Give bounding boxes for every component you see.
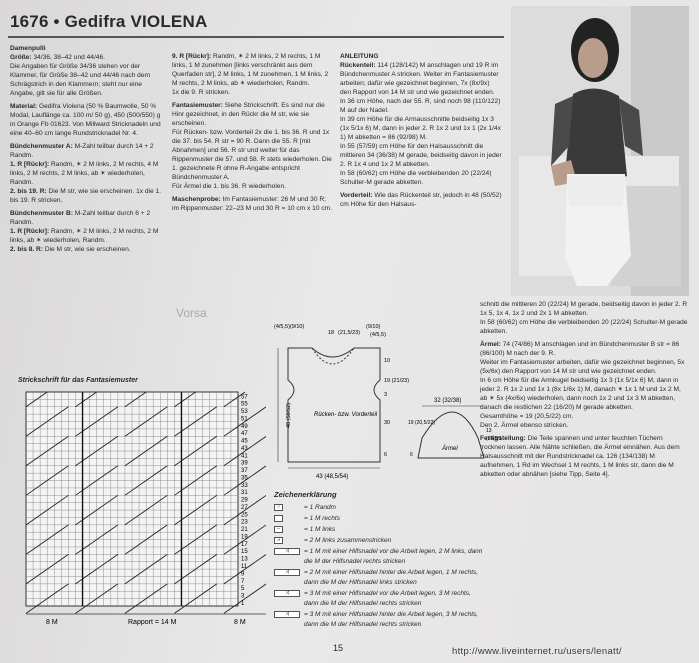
text-aermel-3: In 6 cm Höhe für die Armkugel beidseitig 1x 3 (1x 5/1x 6) M, dann in jeder 2. R 1x 2 und 1x 1 (8x 1/6x 1) M, danach ✶ 1x 1 M und 1x 2 M, ab ✶ 5x (4x/6x) wiederholen, dann noch 1x 2 und 1x 3 M abketten, danach die restlichen 22 (16/20) M gerade abketten. bbox=[480, 377, 681, 411]
chart-row-number: 39 bbox=[241, 460, 248, 467]
source-url: http://www.liveinternet.ru/users/lenatt/ bbox=[452, 646, 622, 657]
text-r9b: 1x die 9. R stricken. bbox=[172, 89, 230, 96]
legend-symbol: – bbox=[274, 526, 283, 533]
label-r9: 9. R [Rückr]: bbox=[172, 53, 212, 60]
chart-cable-mark bbox=[245, 407, 266, 422]
legend bbox=[274, 503, 484, 631]
text-rueckenteil: 114 (128/142) M anschlagen und 19 R im Bündchenmuster A stricken. Weiter im Fantasiemuster arbeiten; dafür wie gezeichnet beginnen, 7x (8x/9x) den Rapport von 14 M str und wie gezeichnet enden. bbox=[340, 62, 499, 96]
side-number-1: 10 bbox=[384, 358, 391, 364]
side-number-3: 3 bbox=[384, 392, 388, 398]
chart-cable-mark bbox=[245, 466, 266, 481]
text-r9: Randm, ✶ 2 M links, 2 M rechts, 1 M links, 1 M zunehmen [links verschränkt aus dem Querfaden str], 2 M links, 1 M zunehmen, 1 M links, 2 M rechts, 2 M links, ab ✶ wiederholen, Randm. bbox=[172, 53, 329, 87]
label-8m-left: 8 M bbox=[46, 619, 58, 626]
label-bmA-r1: 1. R [Rückr]: bbox=[10, 161, 50, 168]
legend-text: = 1 Randm bbox=[304, 504, 336, 511]
side-number-5: 6 bbox=[384, 452, 388, 458]
top-label-2: 18 bbox=[328, 330, 335, 336]
chart-row-number: 45 bbox=[241, 438, 248, 445]
body-outline bbox=[288, 348, 380, 462]
knitting-chart bbox=[16, 388, 266, 639]
side-number-2: 19 (21/23) bbox=[384, 378, 410, 384]
text-fantasiemuster-3: Für Ärmel die 1. bis 36. R wiederholen. bbox=[172, 183, 286, 190]
chart-row-number: 3 bbox=[241, 593, 245, 600]
sleeve-top-label: 32 (32/38) bbox=[434, 398, 462, 404]
label-material: Material: bbox=[10, 103, 38, 110]
text-rueckenteil-2: In 36 cm Höhe, nach der 55. R, sind noch 98 (110/122) M auf der Nadel. bbox=[340, 98, 501, 114]
chart-row-number: 31 bbox=[241, 490, 248, 497]
header-rule bbox=[8, 36, 504, 38]
chart-cable-mark bbox=[245, 584, 266, 599]
text-vorderteil: Wie das Rückenteil str, jedoch in 48 (50/52) cm Höhe für den Halsaus- bbox=[340, 192, 502, 208]
garment-schematic bbox=[272, 320, 502, 495]
legend-symbol: ⤨ bbox=[274, 590, 300, 597]
page-number: 15 bbox=[333, 643, 344, 653]
label-bmB-r1: 1. R [Rückr]: bbox=[10, 228, 50, 235]
label-bmB: Bündchenmuster B: bbox=[10, 210, 74, 217]
model-photo-graphic bbox=[511, 6, 689, 296]
text-bmB-r1: Randm, ✶ 2 M links, 2 M rechts, 2 M links, ab ✶ wiederholen, Randm. bbox=[10, 228, 159, 244]
chart-row-number: 41 bbox=[241, 453, 248, 460]
top-label-1: (4/5,5)(9/10) bbox=[274, 324, 305, 330]
chart-cable-mark bbox=[245, 436, 266, 451]
legend-text: = 2 M links zusammenstricken bbox=[304, 537, 392, 544]
legend-text: = 1 M links bbox=[304, 526, 336, 533]
label-groesse: Größe: bbox=[10, 54, 32, 61]
chart-row-number: 11 bbox=[241, 563, 248, 570]
text-aermel-4: Gesamthöhe = 19 (20,5/22) cm. bbox=[480, 413, 574, 420]
text-rueckenteil-4: In 55 (57/59) cm Höhe für den Halsausschnitt die mittleren 34 (36/38) M gerade, beidseitig davon in jeder 2. R 1x 4 und 1x 2 M abketten. bbox=[340, 143, 502, 168]
legend-symbol: ⤨ bbox=[274, 548, 300, 555]
text-fantasiemuster-2: Für Rücken- bzw. Vorderteil 2x die 1. bis 36. R und 1x die 37. bis 54. R str = 90 R. Dann die 55. R [mit Abnahmen] und 56. R str und weiter für das Rippenmuster die 57. und 58. R stets wiederholen. Die 1. gezeichnete R ohne R-Angabe entspricht Bündchenmuster A. bbox=[172, 129, 332, 181]
text-rueckenteil-5: In 58 (60/62) cm Höhe die verbleibenden 20 (22/24) Schulter-M gerade abketten. bbox=[340, 170, 492, 186]
sleeve-side-3: 19 (20,5/22) bbox=[408, 420, 435, 426]
text-fertigstellung: Die Teile spannen und unter feuchten Tüchern trocknen lassen. Alle Nähte schließen, die Ärmel einnähen. Aus dem Halsausschnitt mit der Rundstricknadel ca. 126 (134/138) M aufnehmen, 1 Rd im Wechsel 1 M rechts, 1 M links str, dann die M abketten oder abnähen [siehe Tipp, Seite 4]. bbox=[480, 435, 680, 478]
heading-anleitung: ANLEITUNG bbox=[340, 53, 379, 60]
chart-row-number: 43 bbox=[241, 445, 248, 452]
legend-text: = 3 M mit einer Hilfsnadel vor die Arbeit legen, 3 M rechts, dann die M der Hilfsnadel rechts stricken bbox=[304, 590, 471, 607]
chart-row-number: 33 bbox=[241, 482, 248, 489]
chart-row-number: 51 bbox=[241, 416, 248, 423]
chart-row-number: 5 bbox=[241, 586, 245, 593]
text-vorderteil-cont: schnitt die mittleren 20 (22/24) M gerade, beidseitig davon in jeder 2. R 1x 5, 1x 4, 1x 2 und 2x 1 M abketten. bbox=[480, 301, 688, 317]
legend-item bbox=[274, 514, 484, 524]
watermark: Vorsa bbox=[176, 306, 207, 320]
sleeve-label: Ärmel bbox=[442, 446, 458, 452]
chart-row-number: 13 bbox=[241, 556, 248, 563]
top-label-5: (4/5,5) bbox=[370, 332, 386, 338]
chart-row-number: 37 bbox=[241, 468, 248, 475]
chart-row-number: 17 bbox=[241, 541, 248, 548]
label-bmA-r2: 2. bis 19. R: bbox=[10, 188, 47, 195]
label-bmB-r2: 2. bis 8. R: bbox=[10, 246, 43, 253]
legend-item bbox=[274, 568, 484, 588]
text-rueckenteil-3: In 39 cm Höhe für die Armausschnitte beidseitig 1x 3 (1x 5/1x 6) M, dann in jeder 2. R 1x 2 und 1x 1 (2x 1/4x 1) M abketten = 86 (92/98) M. bbox=[340, 116, 501, 141]
chart-row-number: 9 bbox=[241, 571, 245, 578]
legend-item bbox=[274, 536, 484, 546]
label-fantasiemuster: Fantasiemuster: bbox=[172, 102, 223, 109]
sleeve-side-4: 6 bbox=[410, 452, 413, 458]
legend-symbol: ○ bbox=[274, 504, 283, 511]
label-8m-right: 8 M bbox=[234, 619, 246, 626]
legend-symbol: ⩘ bbox=[274, 537, 283, 544]
legend-symbol: ⤨ bbox=[274, 569, 300, 576]
legend-item bbox=[274, 547, 484, 567]
text-fantasiemuster: Siehe Strickschrift. Es sind nur die Hinr gezeichnet, in den Rückr die M str, wie sie erscheinen. bbox=[172, 102, 325, 127]
text-aermel: 74 (74/86) M anschlagen und im Bündchenmuster B str = 86 (86/100) M nach der 9. R. bbox=[480, 341, 680, 357]
garment-schematic-svg bbox=[272, 320, 502, 490]
legend-text: = 3 M mit einer Hilfsnadel hinter die Arbeit legen, 3 M rechts, dann die M der Hilfsnadel rechts stricken bbox=[304, 611, 479, 628]
model-photo bbox=[511, 6, 689, 296]
label-vorderteil: Vorderteil: bbox=[340, 192, 373, 199]
neckline-dashed bbox=[312, 348, 354, 364]
page-title: 1676 • Gedifra VIOLENA bbox=[10, 12, 208, 31]
chart-row-number: 35 bbox=[241, 475, 248, 482]
chart-row-number: 15 bbox=[241, 549, 248, 556]
chart-row-number: 57 bbox=[241, 394, 248, 401]
chart-row-number: 49 bbox=[241, 423, 248, 430]
legend-text: = 2 M mit einer Hilfsnadel hinter die Arbeit legen, 1 M rechts, dann die M der Hilfsnadel links stricken bbox=[304, 569, 479, 586]
label-fertigstellung: Fertigstellung: bbox=[480, 435, 526, 442]
chart-cable-mark bbox=[245, 554, 266, 569]
text-aermel-2: Weiter im Fantasiemuster arbeiten, dafür wie gezeichnet beginnen, 5x (5x/6x) den Rapport von 14 M str und wie gezeichnet enden. bbox=[480, 359, 685, 375]
chart-row-number: 23 bbox=[241, 519, 248, 526]
legend-text: = 1 M mit einer Hilfsnadel vor die Arbeit legen, 2 M links, dann die M der Hilfsnadel rechts stricken bbox=[304, 548, 483, 565]
column-3 bbox=[340, 52, 502, 213]
top-label-4: (9/10) bbox=[366, 324, 381, 330]
legend-symbol: ⤨ bbox=[274, 611, 300, 618]
text-bmA: M-Zahl teilbar durch 14 + 2 Randm. bbox=[10, 143, 154, 159]
width-label: 43 (48,5/54) bbox=[316, 474, 349, 480]
sleeve-side-2: (14,5/1 bbox=[486, 436, 502, 442]
label-aermel: Ärmel: bbox=[480, 341, 501, 348]
legend-item bbox=[274, 525, 484, 535]
text-bmB-r2: Die M str, wie sie erscheinen. bbox=[42, 246, 131, 253]
legend-item bbox=[274, 610, 484, 630]
label-rapport: Rapport = 14 M bbox=[128, 619, 177, 626]
label-rueckenteil: Rückenteil: bbox=[340, 62, 376, 69]
text-material: Gedifra Violena (50 % Baumwolle, 50 % Modal, Lauflänge ca. 100 m/ 50 g), 450 (500/550) g in Orange Fb 01623. Von Millward Stricknadeln und eine 40–60 cm lange Rundstricknadel Nr. 4. bbox=[10, 103, 161, 137]
label-maschenprobe: Maschenprobe: bbox=[172, 196, 221, 203]
text-maschenprobe: Im Fantasiemuster: 26 M und 30 R; im Rippenmuster: 22–23 M und 30 R = 10 cm x 10 cm. bbox=[172, 196, 332, 212]
column-1 bbox=[10, 44, 165, 258]
chart-row-number: 1 bbox=[241, 600, 245, 607]
sleeve-side-1: 13 bbox=[486, 428, 492, 434]
text-bmB: M-Zahl teilbar durch 6 + 2 Randm. bbox=[10, 210, 151, 226]
text-bmA-r2: Die M str, wie sie erscheinen. 1x die 1. bis 19. R stricken. bbox=[10, 188, 161, 204]
height-label: 48 (50/52) bbox=[286, 402, 292, 428]
legend-title: Zeichenerklärung bbox=[274, 490, 337, 499]
chart-row-number: 7 bbox=[241, 578, 245, 585]
side-number-4: 30 bbox=[384, 420, 391, 426]
legend-symbol bbox=[274, 515, 283, 522]
text-groesse-note: Die Angaben für Größe 34/36 stehen vor der Klammer, für Größe 38–42 und 44/46 nach dem Schrägstrich in den Klammern; steht nur eine Angabe, gilt sie für alle Größen. bbox=[10, 63, 151, 97]
text-groesse: 34/36, 38–42 und 44/46. bbox=[31, 54, 105, 61]
text-bmA-r1: Randm, ✶ 2 M links, 2 M rechts, 4 M links, 2 M rechts, 2 M links, ab ✶ wiederholen, Randm. bbox=[10, 161, 159, 186]
chart-row-number: 53 bbox=[241, 409, 248, 416]
chart-row-number: 47 bbox=[241, 431, 248, 438]
chart-row-number: 29 bbox=[241, 497, 248, 504]
heading-damenpulli: Damenpulli bbox=[10, 45, 46, 52]
chart-row-number: 19 bbox=[241, 534, 248, 541]
chart-title: Strickschrift für das Fantasiemuster bbox=[18, 377, 138, 384]
legend-text: = 1 M rechts bbox=[304, 515, 340, 522]
legend-item bbox=[274, 503, 484, 513]
front-label: Rücken- bzw. Vorderteil bbox=[314, 412, 378, 418]
chart-cable-mark bbox=[245, 495, 266, 510]
chart-cable-mark bbox=[245, 525, 266, 540]
top-label-3: (21,5/23) bbox=[338, 330, 361, 336]
chart-row-number: 27 bbox=[241, 504, 248, 511]
legend-item bbox=[274, 589, 484, 609]
chart-row-number: 21 bbox=[241, 527, 248, 534]
column-4 bbox=[480, 300, 688, 483]
text-vorderteil-cont-2: In 58 (60/62) cm Höhe die verbleibenden 20 (22/24) Schulter-M gerade abketten. bbox=[480, 319, 688, 335]
label-bmA: Bündchenmuster A: bbox=[10, 143, 73, 150]
knitting-chart-svg bbox=[16, 388, 266, 634]
column-2 bbox=[172, 52, 332, 217]
chart-row-number: 25 bbox=[241, 512, 248, 519]
text-aermel-5: Den 2. Ärmel ebenso stricken. bbox=[480, 422, 569, 429]
chart-row-number: 55 bbox=[241, 401, 248, 408]
